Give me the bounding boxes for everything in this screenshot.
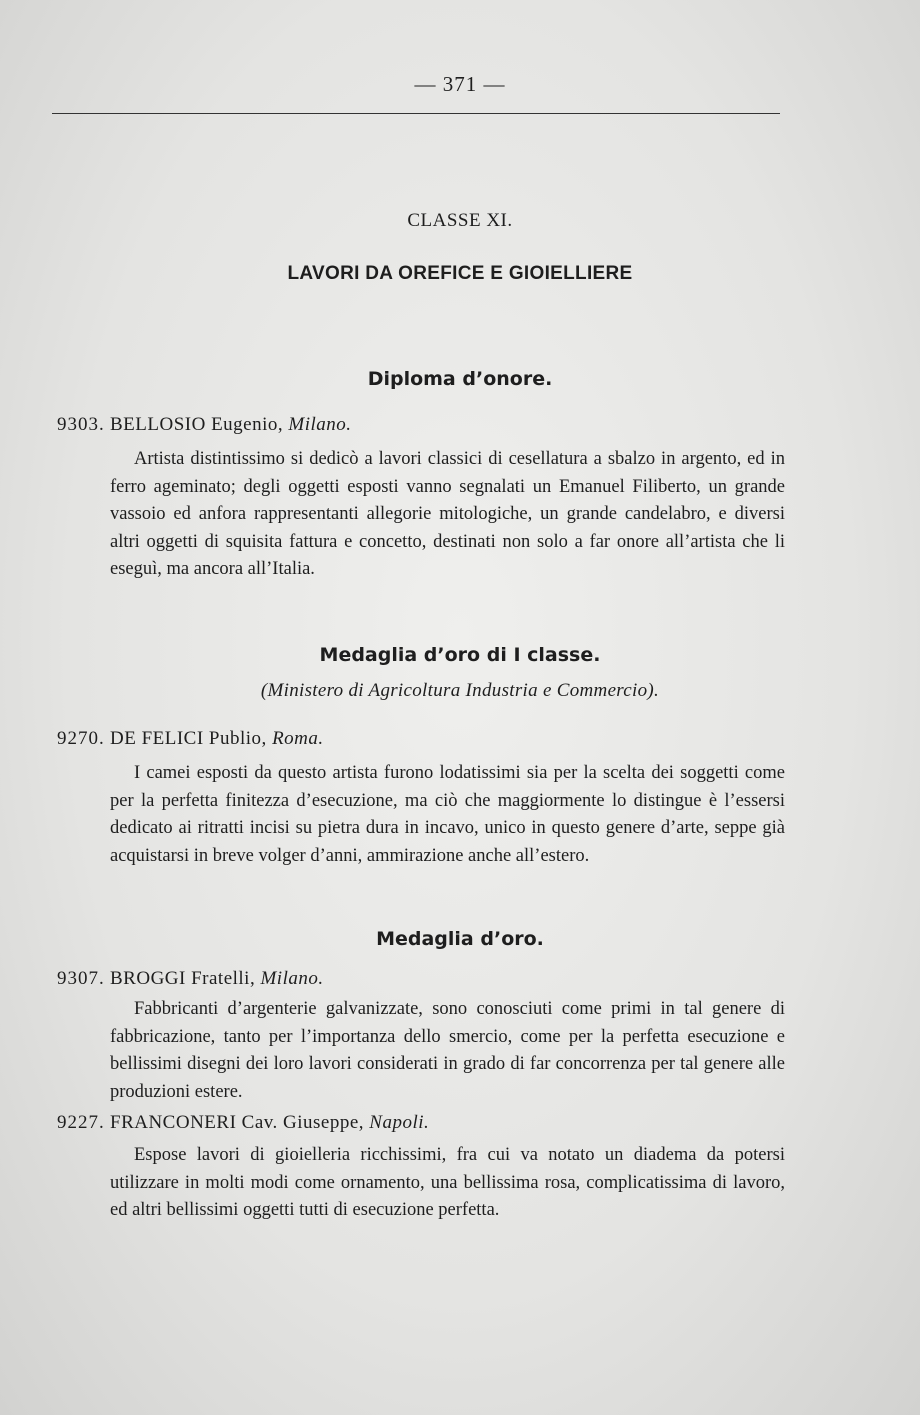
award-heading-diploma: Diploma d’onore. (367, 368, 553, 390)
entry-number: 9270. (57, 728, 105, 749)
entry-number: 9303. (57, 414, 105, 435)
entry-place: Roma. (272, 728, 324, 749)
award-heading-gold: Medaglia d’oro. (376, 928, 544, 950)
entry-number: 9227. (57, 1112, 105, 1133)
entry-text-9270: I camei esposti da questo artista furono lodatissimi sia per la scelta dei soggetti come per la perfetta finitezza d’esecuzione, ma ciò che maggiormente lo distingue è l’essersi dedicato ai ritratti incisi su pietra dura in incavo, unico in questo genere d’arte, seppe già acquistarsi in breve volger d’anni, ammirazione anche all’estero. (110, 763, 785, 866)
entry-place: Milano. (260, 968, 324, 989)
award-sponsor: (Ministero di Agricoltura Industria e Commercio). (260, 680, 660, 701)
page-number: — 371 — (414, 72, 506, 96)
entry-heading-9227 (57, 1112, 429, 1134)
entry-heading-9307 (57, 968, 324, 990)
header-rule (52, 113, 780, 114)
class-heading: CLASSE XI. (407, 210, 513, 231)
entry-number: 9307. (57, 968, 105, 989)
entry-name: BELLOSIO Eugenio, (110, 414, 284, 435)
section-title: LAVORI DA OREFICE E GIOIELLIERE (287, 263, 633, 284)
entry-text-9303: Artista distintissimo si dedicò a lavori classici di cesellatura a sbalzo in argento, ed in ferro ageminato; degli oggetti esposti vanno segnalati un Emanuel Filiberto, un grande vassoio ed anfora rappresentanti allegorie mitologiche, un grande candelabro, e diversi altri oggetti di squisita fattura e concetto, destinati non solo a far onore all’artista che li eseguì, ma ancora all’Italia. (110, 449, 785, 579)
entry-text-9227: Espose lavori di gioielleria ricchissimi, fra cui va notato un diadema da potersi utilizzare in molti modi come ornamento, una bellissima rosa, complicatissima di lavoro, ed altri bellissimi oggetti tutti di esecuzione perfetta. (110, 1145, 785, 1220)
entry-place: Napoli. (369, 1112, 430, 1133)
entry-name: FRANCONERI Cav. Giuseppe, (110, 1112, 365, 1133)
entry-name: BROGGI Fratelli, (110, 968, 256, 989)
entry-name: DE FELICI Publio, (110, 728, 267, 749)
entry-heading-9270 (57, 728, 324, 750)
entry-place: Milano. (288, 414, 352, 435)
entry-heading-9303 (57, 414, 352, 436)
award-heading-gold-first-class: Medaglia d’oro di I classe. (319, 644, 601, 666)
entry-text-9307: Fabbricanti d’argenterie galvanizzate, sono conosciuti come primi in tal genere di fabbricazione, tanto per l’importanza dello smercio, come per la perfetta esecuzione e bellissimi disegni dei loro lavori considerati in grado di far concorrenza per tal genere alle produzioni estere. (110, 999, 785, 1102)
